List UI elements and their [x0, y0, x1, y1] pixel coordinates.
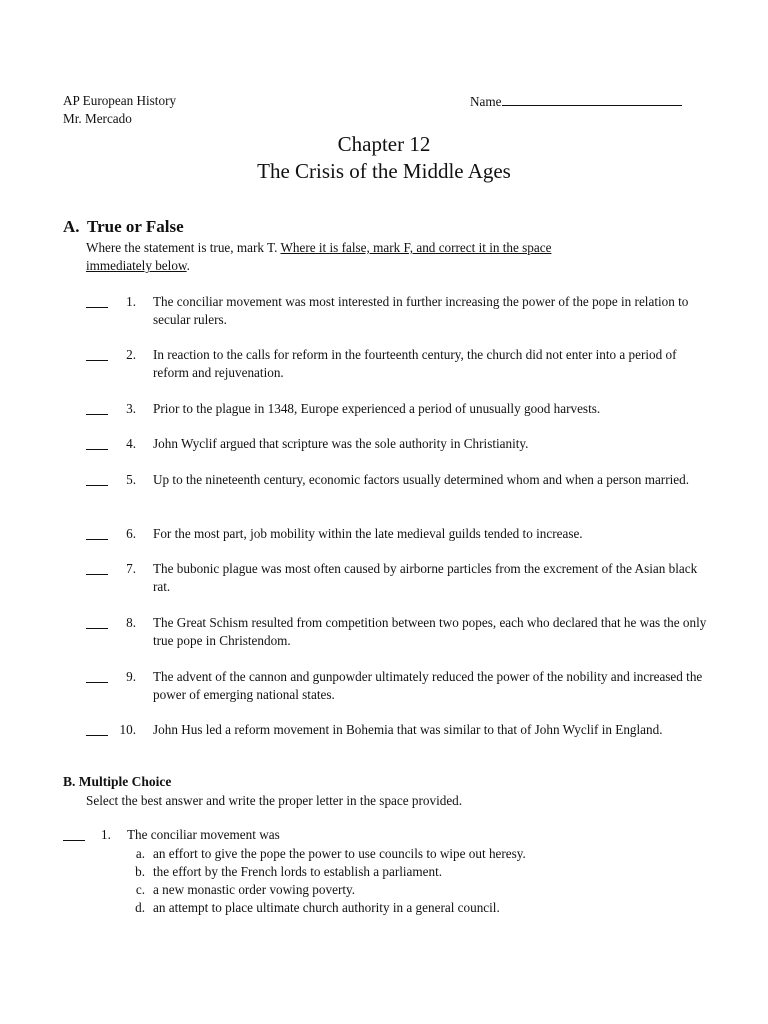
section-b-heading: B. Multiple Choice	[63, 774, 172, 789]
item-number: 2.	[126, 347, 136, 362]
section-a-heading	[63, 217, 184, 237]
option-letter: c.	[135, 882, 145, 897]
item-number: 9.	[126, 669, 136, 684]
chapter-title: Chapter 12	[337, 132, 431, 156]
item-number: 8.	[126, 615, 136, 630]
section-a-instruction	[86, 239, 551, 257]
option-letter: d.	[135, 900, 145, 915]
option-text: an attempt to place ultimate church authority in a general council.	[153, 900, 500, 915]
instruction-end: .	[186, 258, 190, 273]
item-text: The conciliar movement was most interested in further increasing the power of the pope in relation to secular rulers.	[153, 294, 689, 327]
answer-blank[interactable]	[86, 293, 108, 308]
section-a-title: True or False	[87, 217, 184, 236]
option-text: the effort by the French lords to establish a parliament.	[153, 864, 443, 879]
course-header	[63, 92, 176, 128]
name-blank-line[interactable]	[502, 92, 682, 106]
course-name: AP European History	[63, 93, 177, 108]
answer-blank[interactable]	[86, 614, 108, 629]
item-text: John Hus led a reform movement in Bohemia that was similar to that of John Wyclif in England.	[153, 722, 663, 737]
item-text: The bubonic plague was most often caused by airborne particles from the excrement of the Asian black rat.	[153, 561, 698, 594]
question-number: 1.	[101, 827, 111, 842]
student-name-field[interactable]	[470, 92, 682, 111]
item-text: Up to the nineteenth century, economic factors usually determined whom and when a person married.	[153, 472, 689, 487]
item-text: John Wyclif argued that scripture was the sole authority in Christianity.	[153, 436, 529, 451]
item-text: In reaction to the calls for reform in the fourteenth century, the church did not enter into a period of reform and rejuvenation.	[153, 347, 677, 380]
option-text: an effort to give the pope the power to use councils to wipe out heresy.	[153, 846, 526, 861]
question-text: The conciliar movement was	[127, 827, 280, 842]
answer-blank[interactable]	[86, 435, 108, 450]
instruction-plain: Where the statement is true, mark T.	[86, 240, 281, 255]
answer-blank[interactable]	[86, 346, 108, 361]
item-text: Prior to the plague in 1348, Europe experienced a period of unusually good harvests.	[153, 401, 601, 416]
instruction-underlined-2: immediately below	[86, 258, 187, 273]
item-number: 3.	[126, 401, 136, 416]
answer-blank[interactable]	[86, 400, 108, 415]
chapter-subtitle: The Crisis of the Middle Ages	[257, 159, 511, 183]
answer-blank[interactable]	[86, 560, 108, 575]
item-number: 5.	[126, 472, 136, 487]
answer-blank[interactable]	[86, 721, 108, 736]
option-letter: b.	[135, 864, 145, 879]
option-letter: a.	[135, 846, 145, 861]
section-a-letter: A.	[63, 217, 80, 236]
instruction-underlined-1: Where it is false, mark F, and correct it in the space	[280, 240, 552, 255]
section-a-instruction-cont	[86, 257, 190, 275]
item-number: 10.	[119, 722, 136, 737]
answer-blank[interactable]	[86, 525, 108, 540]
item-number: 6.	[126, 526, 136, 541]
answer-blank[interactable]	[86, 668, 108, 683]
item-number: 4.	[126, 436, 136, 451]
answer-blank[interactable]	[63, 826, 85, 841]
item-text: The Great Schism resulted from competition between two popes, each who declared that he was the only true pope in Christendom.	[153, 615, 707, 648]
item-number: 1.	[126, 294, 136, 309]
section-b-instruction: Select the best answer and write the proper letter in the space provided.	[86, 793, 463, 808]
name-label: Name	[470, 94, 502, 109]
teacher-name: Mr. Mercado	[63, 111, 132, 126]
answer-blank[interactable]	[86, 471, 108, 486]
item-text: For the most part, job mobility within the late medieval guilds tended to increase.	[153, 526, 583, 541]
option-text: a new monastic order vowing poverty.	[153, 882, 356, 897]
item-number: 7.	[126, 561, 136, 576]
item-text: The advent of the cannon and gunpowder ultimately reduced the power of the nobility and increased the power of emerging national states.	[153, 669, 703, 702]
